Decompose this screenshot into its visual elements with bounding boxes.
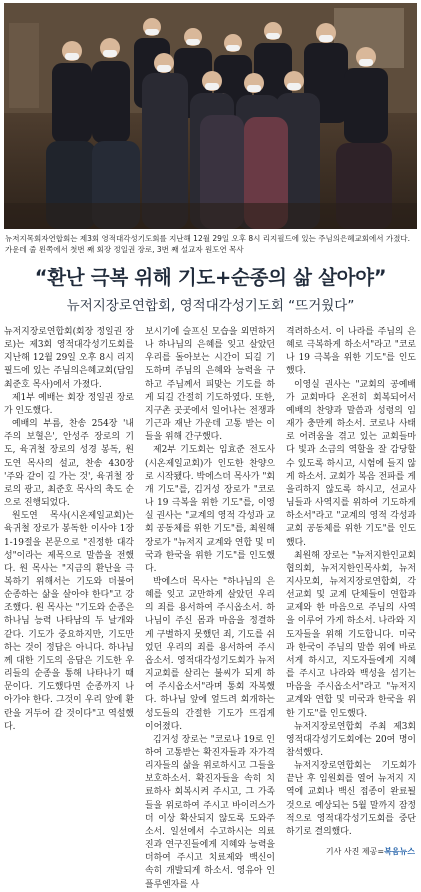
paragraph: 원도연 목사(시온제일교회)는 육귀철 장로가 봉독한 이사야 1장 1-19절을 본문으로 "진정한 대각성"이라는 제목으로 말씀을 전했다. 원 목사는 "지금의 환난을 극복하기 위해서는 기도와 더불어 순종하는 삶을 살아야 한다"고 강조했다. 원 목사는 "기도와 순종은 하나님 능력 나타남의 두 날개와 같다. 기도가 중요하지만, 기도만 하는 것이 정답은 아니다. 하나님께 대한 기도의 응답은 기도한 우리들의 순종을 통해 나타나기 때문이다. 기도했다면 순종까지 나아가야 한다. 그것이 우리 앞에 환란을 거두어 갈 것이다"고 역설했다. (4, 511, 134, 732)
paragraph: 제2부 기도회는 임효준 전도사(시온제일교회)가 인도한 찬양으로 시작됐다. 박에스더 목사가 "회개 기도"를, 김거성 장로가 "코로나 19 극복을 위한 기도"를, 이영실 권사는 "교계의 영적 각성과 교회 공동체를 위한 기도"를, 최원해 장로가 "뉴저지 교계와 연합 및 미국과 한국을 위한 기도"를 인도했다. (145, 445, 275, 574)
paragraph: 예배의 부름, 찬송 254장 '내 주의 보혈은', 안성주 장로의 기도, 육귀철 장로의 성경 봉독, 원도연 목사의 설교, 찬송 430장 '주와 같이 길 가는 것', 육귀철 장로의 광고, 최준호 목사의 축도 순으로 진행되었다. (4, 419, 134, 509)
article-column-3 (286, 326, 416, 839)
paragraph: 보시기에 슬프신 모습을 외면하거나 하나님의 은혜를 잊고 살았던 우리를 돌아보는 시간이 되길 기도하며 주님의 은혜와 능력을 구하고 주님께서 피맞는 기도를 하게 되길 간절히 기도하였다. 또한, 지구촌 곳곳에서 일어나는 전쟁과 기근과 재난 가운데 고통 받는 이들을 위해 간구했다. (145, 327, 275, 443)
paragraph: 최원해 장로는 "뉴저지한인교회협의회, 뉴저지한인목사회, 뉴저지사모회, 뉴저지장로연합회, 각 선교회 및 교계 단체들이 연합과 교제와 한 마음으로 주님의 사역을 이루어 가게 하소서. 나라와 지도자들을 위해 기도합니다. 미국과 한국이 주님의 말씀 위에 바로 서게 하시고, 지도자들에게 지혜를 주시고 나라와 백성을 섬기는 마음을 주시옵소서"라고 "뉴저지 교계와 연합 및 미국과 한국을 위한 기도"를 인도했다. (286, 550, 416, 719)
article-column-2 (145, 326, 275, 892)
subheadline: 뉴저지장로연합회, 영적대각성기도회 “뜨거웠다” (66, 298, 355, 314)
credit-prefix: 기사 사진 제공= (325, 847, 385, 856)
photo-credit (326, 846, 415, 857)
credit-source: 복음뉴스 (384, 847, 415, 856)
paragraph: 이영실 권사는 "교회의 공예배가 교회마다 온전히 회복되어서 예배의 찬양과 말씀과 성령의 임재가 충만케 하소서. 코로나 사태로 어려움을 겪고 있는 교회들마다 빛과 소금의 역할을 잘 감당할 수 있도록 하시고, 시험에 들지 않게 하소서. 교회가 복음 전파를 게을리하지 않도록 하시고, 선교사님들과 사역지를 위하여 기도하게 하소서"라고 "교계의 영적 각성과 교회 공동체를 위한 기도"를 인도했다. (286, 379, 416, 548)
paragraph: 격려하소서. 이 나라를 주님의 은혜로 극복하게 하소서"라고 "코로나 19 극복을 위한 기도"를 인도했다. (286, 327, 416, 377)
paragraph: 김거성 장로는 "코로나 19로 인하여 고통받는 확진자들과 자가격리자들의 삶을 위로하시고 그들을 보호하소서. 확진자들을 속히 치료하사 회복시켜 주시고, 그 가족들을 위로하여 주시고 바이러스가 더 이상 확산되지 않도록 도와주소서. 일선에서 수고하시는 의료진과 연구진들에게 지혜와 능력을 더하여 주시고 치료제와 백신이 속히 개발되게 하소서. 영유아 인플루엔자를 사 (145, 734, 275, 890)
group-photo (4, 3, 417, 229)
photo-caption: 뉴저지목회자연합회는 제3회 영적대각성기도회를 지난해 12월 29일 오후 8시 리지필드에 있는 주님의은혜교회에서 가졌다. 가운데 줄 왼쪽에서 첫번 째 회장 정일권 장로, 3번 째 설교자 원도연 목사 (5, 234, 410, 254)
article-column-1 (4, 326, 134, 734)
group-photo-illustration (4, 3, 417, 229)
paragraph: 뉴저지장로연합회는 기도회가 끝난 후 임원회를 열어 뉴저지 지역에 교회나 백신 접종이 완료될 것으로 예상되는 5월 말까지 잠정적으로 영적대각성기도회를 중단하기로 결의했다. (286, 761, 416, 837)
paragraph: 뉴저지장로연합회 주최 제3회 영적대각성기도회에는 20여 명이 참석했다. (286, 721, 416, 758)
paragraph: 뉴저지장로연합회(회장 정일권 장로)는 제3회 영적대각성기도회를 지난해 12월 29일 오후 8시 리지필드에 있는 주님의은혜교회(담임 최준호 목사)에서 가졌다. (4, 327, 134, 390)
headline: “환난 극복 위해 기도+순종의 삶 살아야” (34, 266, 387, 289)
paragraph: 박에스더 목사는 "하나님의 은혜를 잊고 교만하게 살았던 우리의 죄를 용서하여 주시옵소서. 하나님이 주신 몸과 마음을 정결하게 구별하지 못했던 죄, 기도를 쉬었던 우리의 죄를 용서하여 주시옵소서. 영적대각성기도회가 뉴저지교회를 살리는 불씨가 되게 하여 주시옵소서"라며 통회 자복했다. 하나님 앞에 엎드려 회개하는 성도들의 간절한 기도가 뜨겁게 이어졌다. (145, 576, 275, 732)
paragraph: 제1부 예배는 회장 정일권 장로가 인도했다. (4, 392, 134, 416)
